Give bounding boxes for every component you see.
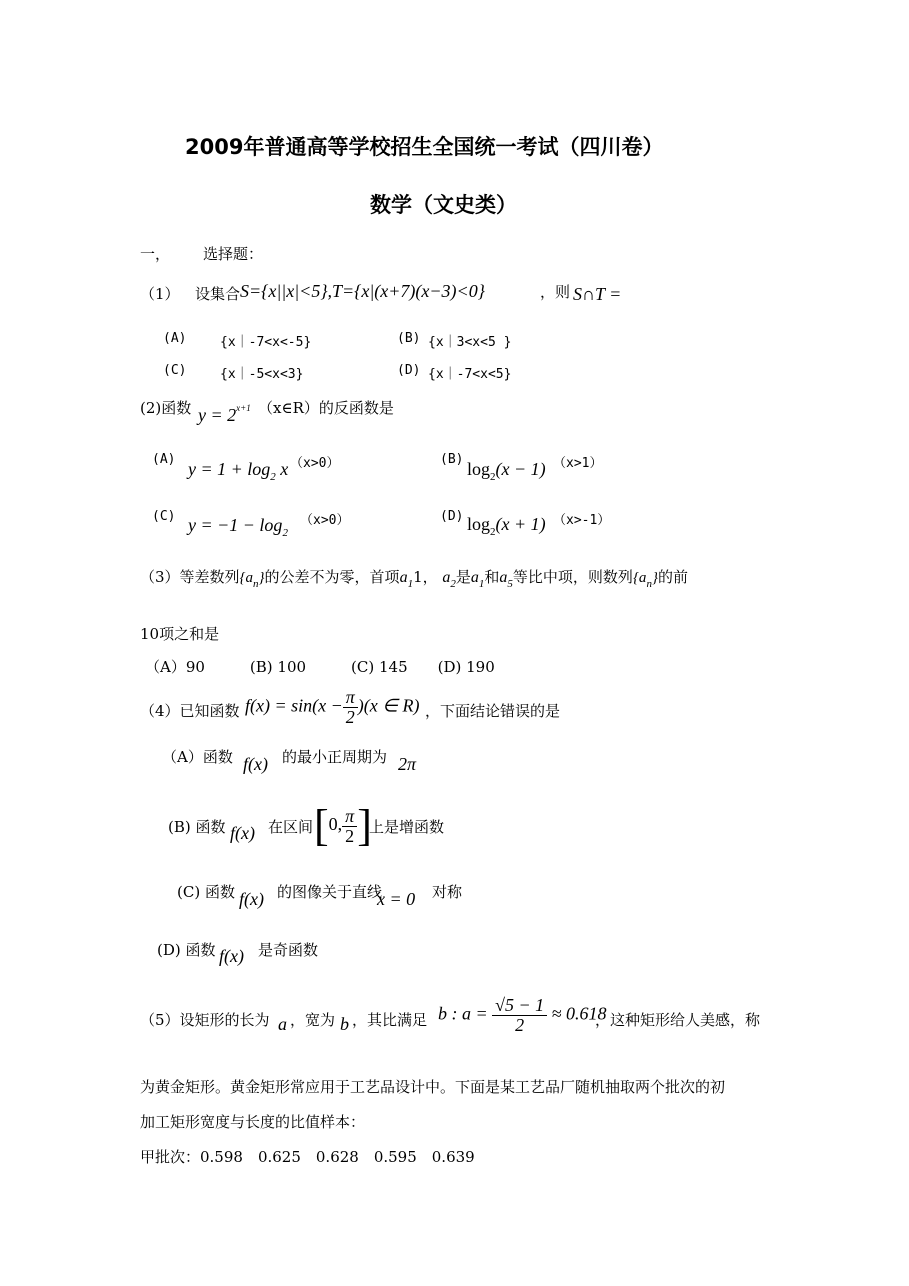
q5-p2: ，宽为 xyxy=(290,1011,336,1029)
q4-option-b-text: 在区间 xyxy=(268,818,314,836)
q4-option-c-line: x = 0 xyxy=(377,889,416,909)
q2-function: $y = 2^{x+1}$ xyxy=(198,403,251,425)
q4-option-c-text: 的图像关于直线 xyxy=(277,883,383,901)
q4-option-b-interval: [0, $\frac{\pi}{2}$ ] xyxy=(314,801,372,850)
q3-line-1: （3）等差数列$\{a_n\}$的公差不为零，首项$a_11$， $a_2$是$a_1$和$a_5$等比中项，则数列$\{a_n\}$的前 xyxy=(140,568,688,590)
q2-condition: （x∈R）的反函数是 xyxy=(258,399,394,417)
q4-option-b-fx: f(x) xyxy=(230,823,255,843)
q2-option-c: $y = -1 - \log_2$ xyxy=(188,515,288,539)
q2-option-b: $\log_2(x - 1)$ xyxy=(467,459,546,483)
q3-options: （A）90 (B) 100 (C) 145 (D) 190 xyxy=(145,658,495,676)
q1-stem: 设集合 xyxy=(195,285,241,303)
q2-option-b-label: (B) xyxy=(440,452,464,467)
q5-length-var: a xyxy=(278,1014,287,1034)
q2-option-c-label: (C) xyxy=(152,509,176,524)
page-subtitle: 数学（文史类） xyxy=(370,193,517,217)
q4-option-b-label: (B) 函数 xyxy=(168,818,226,836)
q4-option-a-fx: f(x) xyxy=(243,754,268,774)
q2-option-d-label: (D) xyxy=(440,509,464,524)
q1-intersection: S∩T = xyxy=(573,284,622,304)
q1-option-d-label: (D) xyxy=(397,363,421,378)
q4-option-c-label: (C) 函数 xyxy=(177,883,235,901)
q2-option-a-label: (A) xyxy=(152,452,176,467)
q4-option-d-label: (D) 函数 xyxy=(157,941,216,959)
section-label: 选择题： xyxy=(203,245,264,263)
q1-option-a: {x｜-7<x<-5} xyxy=(220,335,312,350)
q5-p4: ，这种矩形给人美感，称 xyxy=(595,1011,761,1029)
q1-option-d: {x｜-7<x<5} xyxy=(428,367,512,382)
q4-tail: ，下面结论错误的是 xyxy=(425,702,561,720)
q5-line-2: 为黄金矩形。黄金矩形常应用于工艺品设计中。下面是某工艺品厂随机抽取两个批次的初 xyxy=(140,1078,726,1096)
q4-option-c-fx: f(x) xyxy=(239,889,264,909)
q2-option-b-cond: （x>1） xyxy=(553,456,603,471)
q4-option-c-tail: 对称 xyxy=(432,883,463,901)
q2-option-a-cond: （x>0） xyxy=(290,456,340,471)
section-number: 一， xyxy=(140,245,171,263)
q2-stem: (2)函数 xyxy=(140,399,192,417)
q1-option-c: {x｜-5<x<3} xyxy=(220,367,304,382)
q1-option-b-label: (B) xyxy=(397,331,421,346)
q4-stem: （4）已知函数 xyxy=(140,702,240,720)
q1-option-c-label: (C) xyxy=(163,363,187,378)
q3-line-2: 10项之和是 xyxy=(140,625,220,643)
q4-function: f(x) = sin(x − $\frac{\pi}{2}$ )(x ∈ R) xyxy=(245,687,420,727)
q5-width-var: b xyxy=(340,1014,349,1034)
q4-option-d-fx: f(x) xyxy=(219,946,244,966)
q4-option-a-label: （A）函数 xyxy=(162,748,233,766)
q1-number: （1） xyxy=(140,285,180,303)
q4-option-b-tail: 上是增函数 xyxy=(369,818,445,836)
q5-p1: （5）设矩形的长为 xyxy=(140,1011,270,1029)
q1-set-expression: S={x||x|<5},T={x|(x+7)(x−3)<0} xyxy=(240,281,485,301)
q1-option-a-label: (A) xyxy=(163,331,187,346)
q5-line-4: 甲批次：0.598 0.625 0.628 0.595 0.639 xyxy=(140,1148,475,1166)
q2-option-d-cond: （x>-1） xyxy=(553,513,611,528)
q2-option-d: $\log_2(x + 1)$ xyxy=(467,514,546,538)
q5-p3: ，其比满足 xyxy=(352,1011,428,1029)
q2-option-a: $y = 1 + \log_2 x$ xyxy=(188,459,289,483)
q4-option-a-text: 的最小正周期为 xyxy=(282,748,388,766)
q4-option-d-text: 是奇函数 xyxy=(258,941,319,959)
q5-ratio: b : a = $\frac{√5 - 1}{2}$ ≈ 0.618 xyxy=(438,995,607,1035)
page-title: 2009年普通高等学校招生全国统一考试（四川卷） xyxy=(185,135,664,159)
q5-line-3: 加工矩形宽度与长度的比值样本： xyxy=(140,1113,366,1131)
q1-then: ，则 xyxy=(540,283,571,301)
q1-option-b: {x｜3<x<5 } xyxy=(428,335,512,350)
q2-option-c-cond: （x>0） xyxy=(300,513,350,528)
q4-option-a-value: 2π xyxy=(398,754,417,774)
